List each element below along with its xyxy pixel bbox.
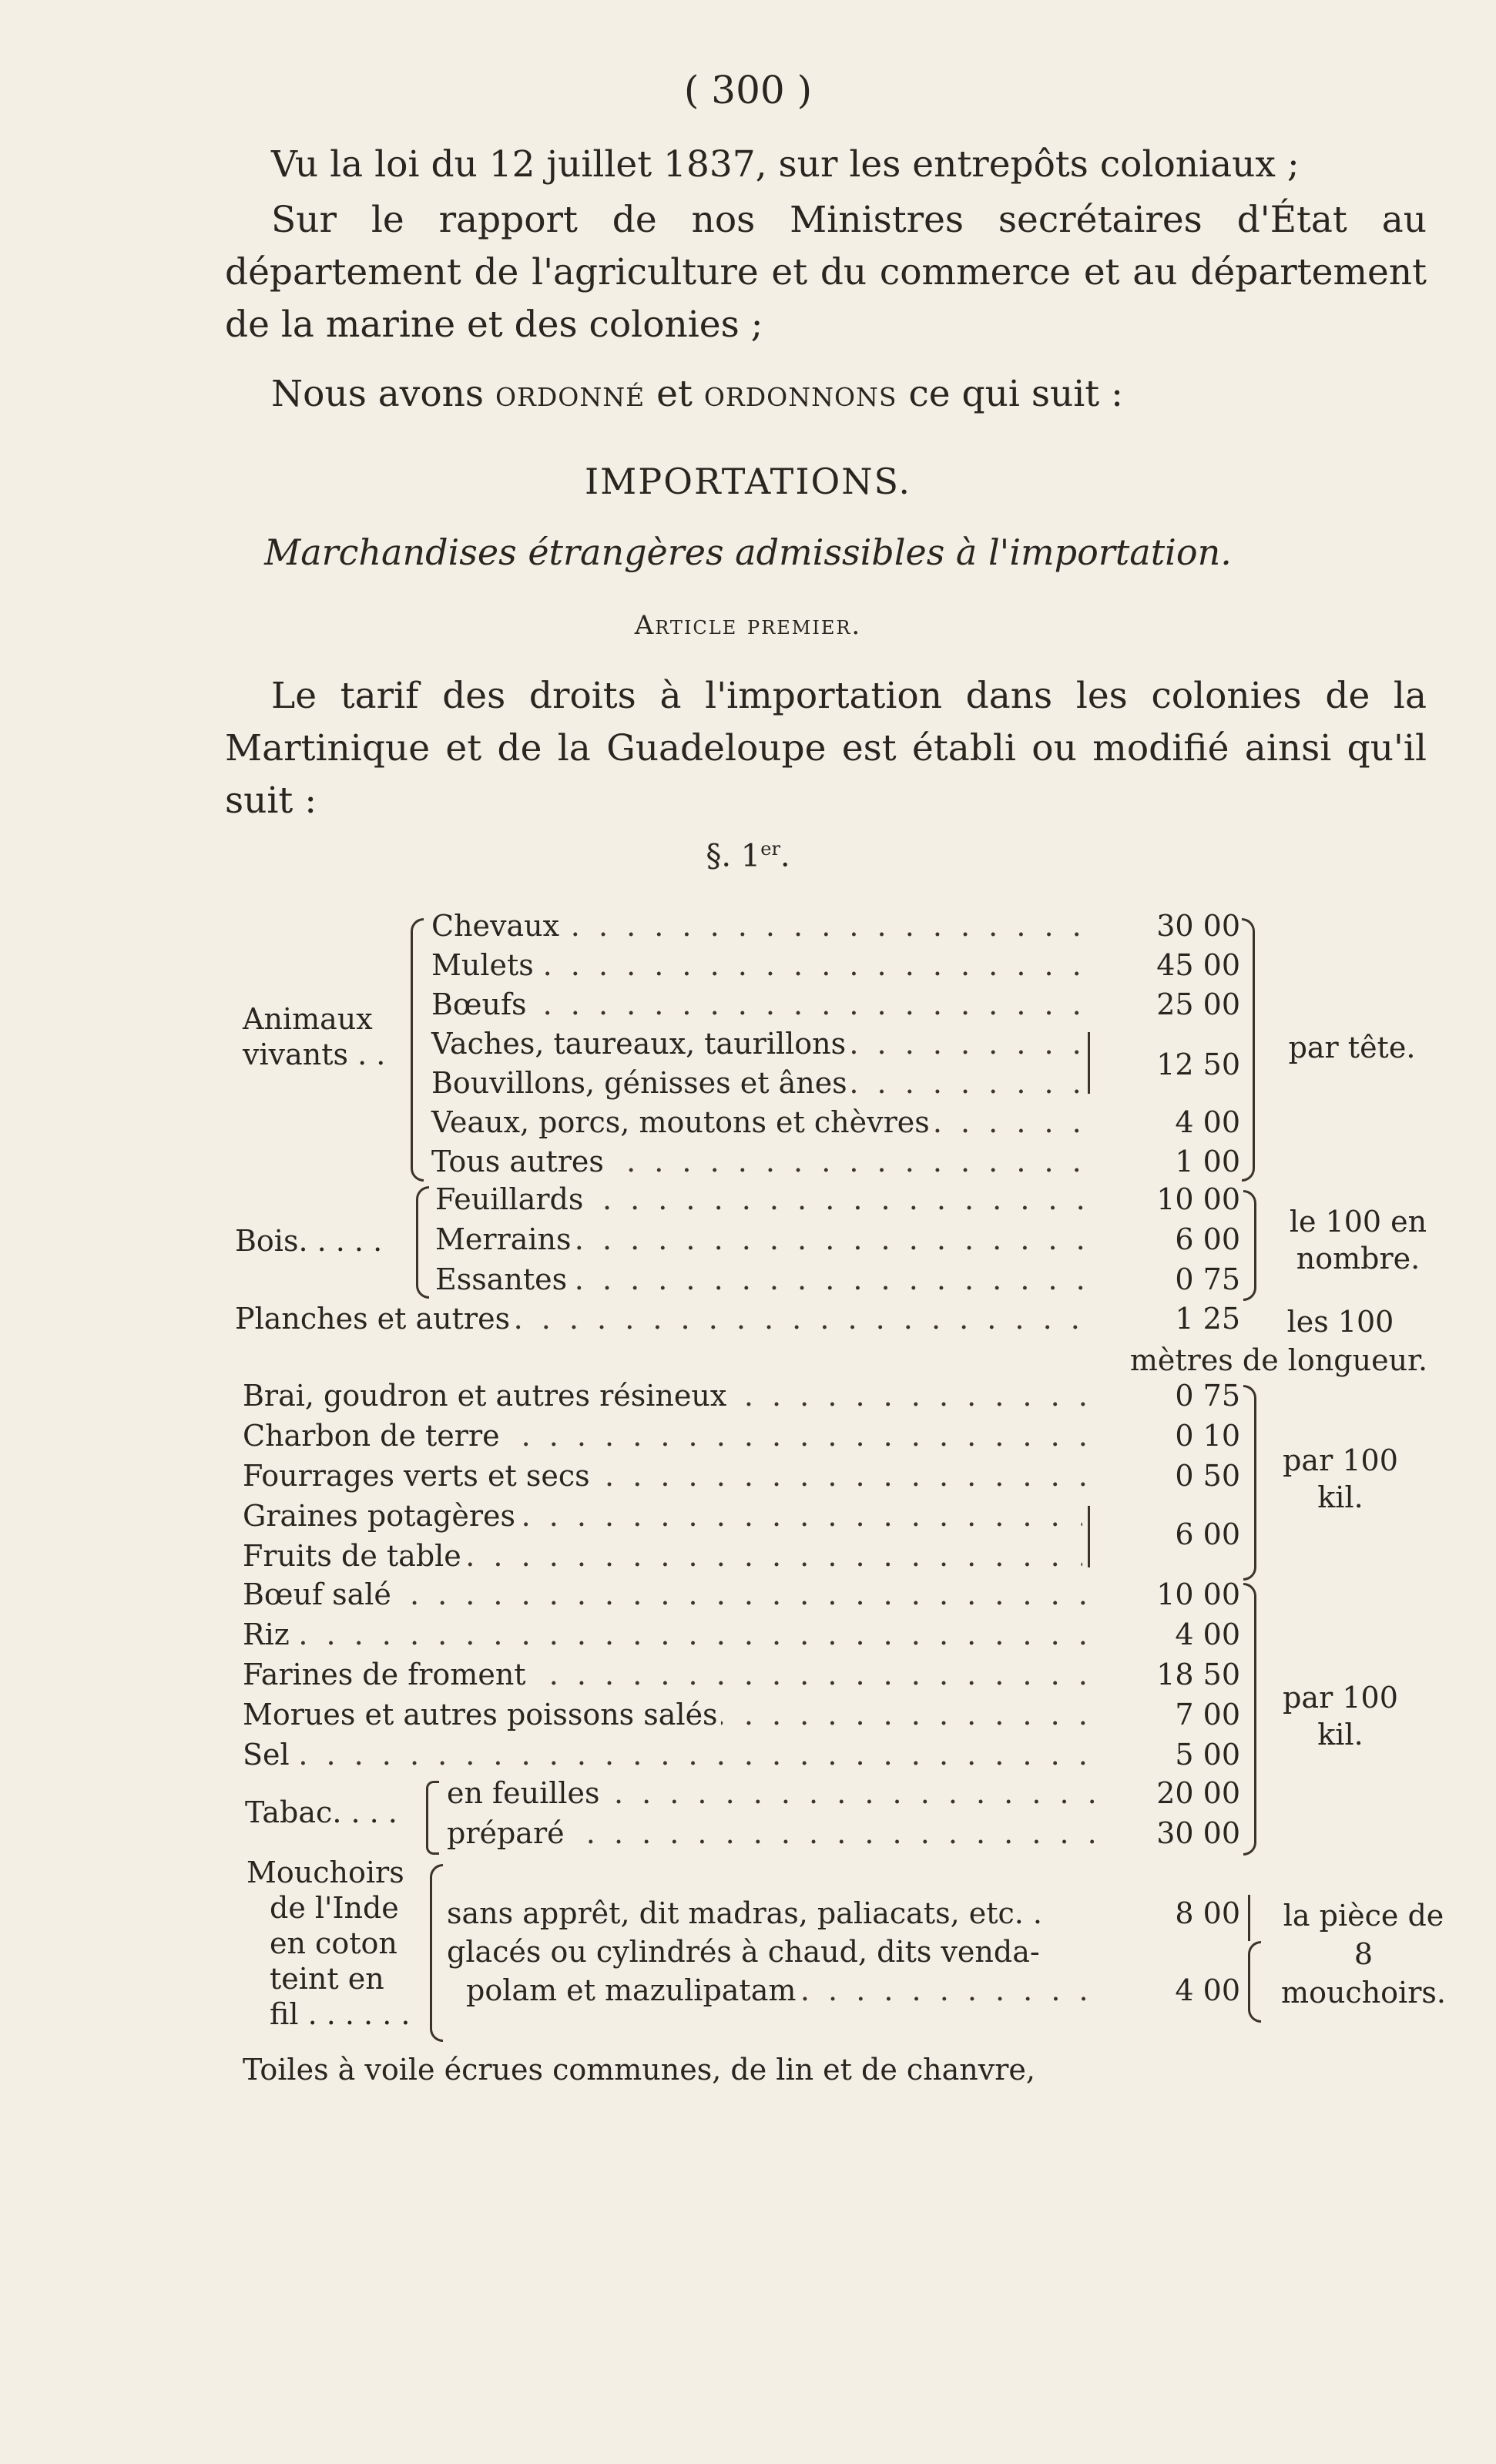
group-bois-label: Bois. . . . . [235,1224,383,1258]
intro-text-3c: ce qui suit : [897,373,1123,415]
table-row: . . . Farines de froment [243,1658,1094,1696]
unit-par-100-kil-2: par 100 kil. [1283,1681,1398,1752]
row-value: 5 00 [1175,1738,1240,1772]
intro-text-ordonne: ordonné [495,373,646,415]
table-row: . . . Brai, goudron et autres résineux [243,1379,1094,1417]
intro-line-1 [225,139,1427,191]
intro-text-3b: et [645,373,704,415]
brace-la-piece [1248,1941,1261,2023]
table-row: . . . Bœuf salé [243,1577,1094,1616]
row-value: 10 00 [1156,1182,1240,1216]
table-row: . . . Riz [243,1618,1094,1656]
row-value: 18 50 [1156,1658,1240,1691]
heading-subtitle: Marchandises étrangères admissibles à l'importation. [264,531,1232,573]
group-animaux-label: Animaux vivants . . [243,1002,386,1071]
footer-line: Toiles à voile écrues communes, de lin et de chanvre, [243,2053,1035,2087]
row-value: 6 00 [1175,1517,1240,1551]
row-value: 10 00 [1156,1577,1240,1611]
row-value: 1 00 [1175,1145,1240,1178]
brace-bois [416,1186,429,1299]
page-number: ( 300 ) [683,68,813,112]
row-value: 0 75 [1175,1262,1240,1296]
row-value: 0 75 [1175,1379,1240,1413]
brace-le-100 [1243,1190,1256,1301]
mouchoirs-line: de l'Inde [270,1891,399,1925]
intro-paragraph-2: Sur le rapport de nos Ministres secrétaires d'État au département de l'agriculture et du commerce et au département de la marine et des colonies ; [225,199,1427,346]
table-row: . . . en feuilles [447,1776,1094,1815]
unit-le-100: le 100 en nombre. [1289,1205,1427,1276]
section-sup: er [760,838,780,860]
table-row: . . . Fourrages verts et secs [243,1459,1094,1497]
table-row: . . . Essantes [435,1262,1094,1301]
mouchoirs-line: fil . . . . . . [270,1997,411,2031]
brace-par-100-kil-2 [1243,1583,1256,1856]
table-row: . . . Bœufs [431,987,1094,1026]
section-end: . [780,838,790,874]
unit-par-100-kil-1: par 100 kil. [1283,1443,1398,1514]
intro-text-3a: Nous avons [271,373,495,415]
table-row: . . . Feuillards [435,1182,1094,1221]
table-row: . . . préparé [447,1816,1094,1855]
table-row: . . . Charbon de terre [243,1419,1094,1457]
row-value: 0 50 [1175,1459,1240,1493]
row-value: 30 00 [1156,909,1240,943]
table-row: . . . Veaux, porcs, moutons et chèvres [431,1105,1094,1144]
intro-text-1: Vu la loi du 12 juillet 1837, sur les entrepôts coloniaux ; [271,143,1300,186]
brace-mouchoirs [430,1864,443,2042]
table-row: . . . Graines potagères [243,1499,1082,1537]
table-row: . . . Mulets [431,948,1094,987]
table-row: . . . Planches et autres [235,1302,1094,1340]
brace-par-100-kil-1 [1243,1385,1256,1581]
brace-tabac [426,1781,439,1855]
row-value: 25 00 [1156,987,1240,1021]
group-mouchoirs [247,1855,428,2032]
table-row: sans apprêt, dit madras, paliacats, etc. . [447,1896,1109,1935]
table-row: . . . Tous autres [431,1145,1094,1183]
table-row: . . . Vaches, taureaux, taurillons [431,1027,1082,1065]
row-value: 8 00 [1175,1896,1240,1930]
heading-importations: IMPORTATIONS. [585,461,911,502]
table-row: . . . Bouvillons, génisses et ânes [431,1066,1082,1105]
table-row: . . . Chevaux [431,909,1094,947]
unit-la-piece: la pièce de 8 mouchoirs. [1281,1899,1446,2010]
unit-metres: mètres de longueur. [1129,1343,1428,1377]
article-paragraph: Le tarif des droits à l'importation dans les colonies de la Martinique et de la Guadeloupe est établi ou modifié ainsi qu'il suit : [225,675,1427,822]
unit-les-100: les 100 [1286,1305,1394,1339]
row-value: 1 25 [1175,1302,1240,1336]
row-value: 20 00 [1156,1776,1240,1810]
table-row: . . . Sel [243,1738,1094,1776]
section-label: §. 1 [706,838,761,874]
mouchoirs-line: Mouchoirs [247,1856,404,1889]
row-value: 0 10 [1175,1419,1240,1453]
table-row: . . . polam et mazulipatam [466,1973,1094,2012]
intro-line-3 [225,368,1427,421]
brace-par-tete [1242,918,1255,1182]
row-value: 4 00 [1175,1105,1240,1139]
row-value: 6 00 [1175,1222,1240,1256]
table-row: glacés ou cylindrés à chaud, dits venda- [447,1935,1109,1973]
row-value: 30 00 [1156,1816,1240,1850]
row-value: 12 50 [1156,1048,1240,1081]
section-heading [0,838,1496,873]
unit-par-tete: par tête. [1288,1031,1416,1064]
table-row: . . . Fruits de table [243,1539,1082,1577]
brace-piece-top [1248,1895,1250,1941]
row-value: 4 00 [1175,1618,1240,1651]
row-value: 7 00 [1175,1698,1240,1732]
mouchoirs-line: en coton [270,1926,397,1960]
table-row: . . . Morues et autres poissons salés [243,1698,1094,1736]
row-value: 4 00 [1175,1973,1240,2007]
mouchoirs-line: teint en [270,1962,384,1996]
group-tabac-label: Tabac. . . . [245,1795,397,1829]
table-row: . . . Merrains [435,1222,1094,1261]
heading-article: Article premier. [634,610,862,641]
intro-text-ordonnons: ordonnons [703,373,897,415]
row-value: 45 00 [1156,948,1240,982]
brace-animaux [411,918,424,1182]
